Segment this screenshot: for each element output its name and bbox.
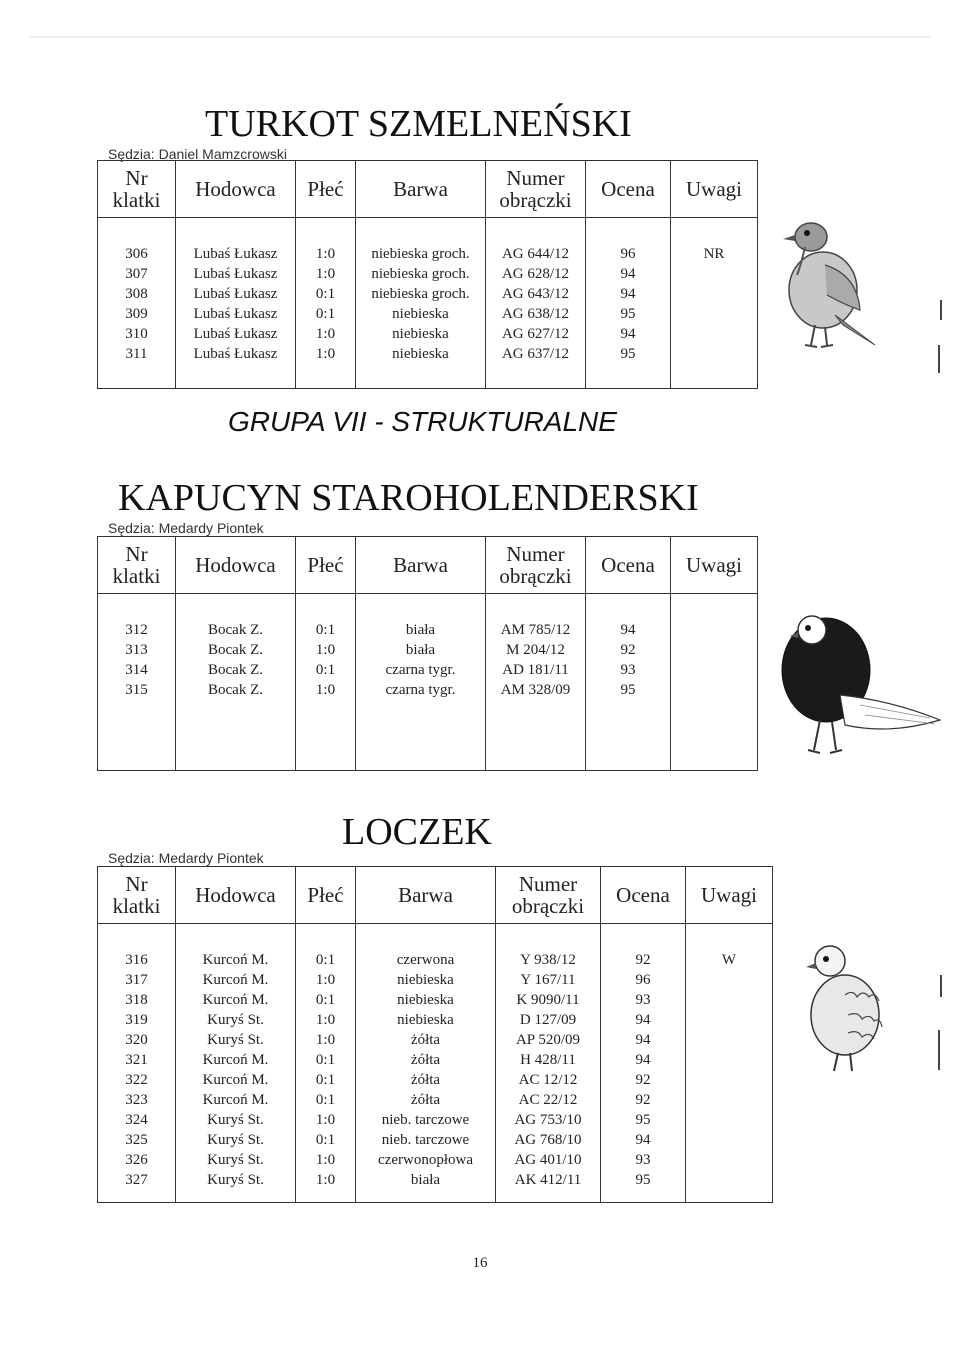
cell-barwa: żółta [356,1050,496,1070]
cell-numer: AG 643/12 [486,284,586,304]
cell-uwagi [671,594,758,641]
cell-plec: 0:1 [296,990,356,1010]
cell-plec: 1:0 [296,680,356,771]
table-row [98,284,758,304]
column-header-hodowca: Hodowca [176,537,296,594]
cell-ocena: 93 [601,990,686,1010]
cell-uwagi [686,1030,773,1050]
column-header-barwa: Barwa [356,537,486,594]
cell-plec: 1:0 [296,324,356,344]
cell-barwa: niebieska groch. [356,264,486,284]
cell-plec: 0:1 [296,1130,356,1150]
cell-nr: 326 [98,1150,176,1170]
cell-hodowca: Lubaś Łukasz [176,344,296,389]
table-row [98,1130,773,1150]
column-header-uwagi: Uwagi [671,537,758,594]
cell-barwa: nieb. tarczowe [356,1130,496,1150]
page-number: 16 [472,1255,488,1271]
cell-numer: AG 628/12 [486,264,586,284]
cell-numer: AM 785/12 [486,594,586,641]
results-table [97,866,773,1203]
cell-ocena: 95 [586,344,671,389]
table-row [98,924,773,971]
cell-numer: AG 637/12 [486,344,586,389]
column-header-hodowca: Hodowca [176,161,296,218]
cell-numer: AP 520/09 [496,1030,601,1050]
judge-name: Sędzia: Medardy Piontek [108,520,264,536]
cell-uwagi [686,1070,773,1090]
cell-barwa: czarna tygr. [356,660,486,680]
cell-uwagi [686,990,773,1010]
cell-uwagi [671,640,758,660]
cell-barwa: niebieska groch. [356,218,486,265]
cell-ocena: 94 [601,1010,686,1030]
cell-numer: AG 644/12 [486,218,586,265]
cell-hodowca: Kuryś St. [176,1130,296,1150]
cell-hodowca: Bocak Z. [176,660,296,680]
cell-hodowca: Kuryś St. [176,1170,296,1203]
cell-ocena: 94 [601,1030,686,1050]
section-title: KAPUCYN STAROHOLENDERSKI [118,477,699,519]
cell-barwa: niebieska [356,1010,496,1030]
cell-barwa: czerwonopłowa [356,1150,496,1170]
cell-nr: 308 [98,284,176,304]
cell-plec: 1:0 [296,218,356,265]
table-row [98,1090,773,1110]
cell-numer: Y 938/12 [496,924,601,971]
cell-hodowca: Kurcoń M. [176,990,296,1010]
cell-numer: AM 328/09 [486,680,586,771]
cell-barwa: niebieska groch. [356,284,486,304]
results-table [97,536,758,771]
cell-numer: AG 627/12 [486,324,586,344]
cell-nr: 323 [98,1090,176,1110]
cell-uwagi [671,324,758,344]
table-row [98,264,758,284]
column-header-barwa: Barwa [356,867,496,924]
cell-plec: 0:1 [296,1070,356,1090]
cell-barwa: czerwona [356,924,496,971]
cell-ocena: 93 [586,660,671,680]
cell-nr: 324 [98,1110,176,1130]
column-header-plec: Płeć [296,867,356,924]
cell-uwagi [671,660,758,680]
cell-uwagi [671,304,758,324]
cell-plec: 1:0 [296,1030,356,1050]
cell-ocena: 92 [586,640,671,660]
cell-nr: 316 [98,924,176,971]
pigeon-illustration [790,935,910,1075]
cell-hodowca: Lubaś Łukasz [176,218,296,265]
group-title: GRUPA VII - STRUKTURALNE [228,406,617,437]
pigeon-illustration [770,600,950,770]
column-header-uwagi: Uwagi [686,867,773,924]
cell-plec: 0:1 [296,284,356,304]
cell-hodowca: Lubaś Łukasz [176,264,296,284]
table-row [98,1110,773,1130]
cell-uwagi [686,1110,773,1130]
cell-hodowca: Kurcoń M. [176,1090,296,1110]
cell-numer: AK 412/11 [496,1170,601,1203]
cell-ocena: 94 [586,284,671,304]
scan-top-line [30,36,930,38]
cell-barwa: niebieska [356,970,496,990]
scan-edge-mark [940,300,942,320]
cell-ocena: 92 [601,1070,686,1090]
column-header-nr: Nr klatki [98,537,176,594]
cell-uwagi [671,344,758,389]
cell-plec: 1:0 [296,1170,356,1203]
cell-nr: 306 [98,218,176,265]
cell-numer: H 428/11 [496,1050,601,1070]
cell-numer: AC 22/12 [496,1090,601,1110]
cell-numer: AC 12/12 [496,1070,601,1090]
cell-nr: 322 [98,1070,176,1090]
cell-hodowca: Lubaś Łukasz [176,304,296,324]
column-header-numer: Numer obrączki [486,537,586,594]
cell-ocena: 95 [601,1110,686,1130]
cell-ocena: 94 [601,1130,686,1150]
cell-barwa: żółta [356,1070,496,1090]
cell-uwagi [671,264,758,284]
cell-plec: 0:1 [296,304,356,324]
column-header-nr: Nr klatki [98,161,176,218]
cell-nr: 313 [98,640,176,660]
table-row [98,304,758,324]
cell-ocena: 96 [586,218,671,265]
cell-plec: 0:1 [296,594,356,641]
cell-hodowca: Kurcoń M. [176,970,296,990]
cell-uwagi [686,1170,773,1203]
cell-nr: 315 [98,680,176,771]
cell-nr: 317 [98,970,176,990]
cell-hodowca: Kuryś St. [176,1010,296,1030]
cell-numer: D 127/09 [496,1010,601,1030]
cell-hodowca: Bocak Z. [176,594,296,641]
cell-ocena: 94 [586,594,671,641]
scan-edge-mark [940,975,942,997]
cell-nr: 311 [98,344,176,389]
table-row [98,970,773,990]
table-header [98,537,758,594]
cell-ocena: 92 [601,1090,686,1110]
pigeon-illustration [765,195,885,355]
cell-numer: K 9090/11 [496,990,601,1010]
cell-barwa: biała [356,1170,496,1203]
column-header-uwagi: Uwagi [671,161,758,218]
cell-barwa: czarna tygr. [356,680,486,771]
cell-nr: 318 [98,990,176,1010]
table-row [98,660,758,680]
cell-plec: 0:1 [296,1050,356,1070]
column-header-plec: Płeć [296,161,356,218]
table-header [98,161,758,218]
table-row [98,1170,773,1203]
cell-uwagi [686,970,773,990]
column-header-ocena: Ocena [601,867,686,924]
cell-plec: 0:1 [296,1090,356,1110]
cell-hodowca: Bocak Z. [176,680,296,771]
cell-hodowca: Kuryś St. [176,1110,296,1130]
cell-uwagi [686,1090,773,1110]
cell-nr: 312 [98,594,176,641]
table-row [98,344,758,389]
cell-uwagi [686,1130,773,1150]
cell-hodowca: Kuryś St. [176,1150,296,1170]
cell-ocena: 95 [601,1170,686,1203]
cell-barwa: biała [356,640,486,660]
cell-nr: 307 [98,264,176,284]
cell-barwa: żółta [356,1030,496,1050]
section-title: LOCZEK [342,811,492,853]
cell-nr: 327 [98,1170,176,1203]
cell-plec: 1:0 [296,1150,356,1170]
cell-uwagi [686,1010,773,1030]
cell-numer: AG 753/10 [496,1110,601,1130]
cell-ocena: 92 [601,924,686,971]
cell-uwagi [671,680,758,771]
cell-barwa: żółta [356,1090,496,1110]
cell-nr: 319 [98,1010,176,1030]
cell-plec: 1:0 [296,1110,356,1130]
cell-plec: 0:1 [296,660,356,680]
results-table [97,160,758,389]
cell-plec: 0:1 [296,924,356,971]
column-header-plec: Płeć [296,537,356,594]
judge-name: Sędzia: Medardy Piontek [108,850,264,866]
cell-ocena: 94 [601,1050,686,1070]
cell-ocena: 96 [601,970,686,990]
table-row [98,1150,773,1170]
column-header-nr: Nr klatki [98,867,176,924]
cell-numer: AG 401/10 [496,1150,601,1170]
cell-numer: Y 167/11 [496,970,601,990]
cell-plec: 1:0 [296,1010,356,1030]
cell-uwagi [671,284,758,304]
cell-barwa: niebieska [356,990,496,1010]
table-row [98,640,758,660]
column-header-numer: Numer obrączki [486,161,586,218]
table-row [98,1030,773,1050]
cell-numer: AG 638/12 [486,304,586,324]
cell-hodowca: Kurcoń M. [176,1050,296,1070]
cell-nr: 310 [98,324,176,344]
table-row [98,990,773,1010]
cell-barwa: niebieska [356,344,486,389]
cell-plec: 1:0 [296,264,356,284]
cell-nr: 314 [98,660,176,680]
cell-barwa: biała [356,594,486,641]
scan-edge-mark [938,345,940,373]
cell-barwa: niebieska [356,324,486,344]
table-header [98,867,773,924]
cell-numer: AD 181/11 [486,660,586,680]
cell-uwagi [686,1050,773,1070]
column-header-ocena: Ocena [586,537,671,594]
cell-hodowca: Kurcoń M. [176,1070,296,1090]
cell-hodowca: Lubaś Łukasz [176,324,296,344]
cell-hodowca: Kuryś St. [176,1030,296,1050]
table-row [98,1050,773,1070]
table-row [98,1070,773,1090]
cell-uwagi [686,1150,773,1170]
cell-ocena: 95 [586,304,671,324]
cell-nr: 325 [98,1130,176,1150]
cell-plec: 1:0 [296,640,356,660]
cell-numer: M 204/12 [486,640,586,660]
table-row [98,324,758,344]
cell-ocena: 94 [586,264,671,284]
column-header-ocena: Ocena [586,161,671,218]
column-header-hodowca: Hodowca [176,867,296,924]
table-row [98,680,758,771]
cell-ocena: 95 [586,680,671,771]
table-row [98,218,758,265]
cell-ocena: 94 [586,324,671,344]
scan-edge-mark [938,1030,940,1070]
cell-numer: AG 768/10 [496,1130,601,1150]
column-header-numer: Numer obrączki [496,867,601,924]
column-header-barwa: Barwa [356,161,486,218]
cell-nr: 309 [98,304,176,324]
cell-uwagi: W [686,924,773,971]
cell-uwagi: NR [671,218,758,265]
cell-ocena: 93 [601,1150,686,1170]
judge-name: Sędzia: Daniel Mamzcrowski [108,146,287,162]
cell-nr: 321 [98,1050,176,1070]
cell-nr: 320 [98,1030,176,1050]
cell-barwa: niebieska [356,304,486,324]
table-row [98,594,758,641]
cell-plec: 1:0 [296,344,356,389]
cell-plec: 1:0 [296,970,356,990]
section-title: TURKOT SZMELNEŃSKI [205,103,632,145]
cell-barwa: nieb. tarczowe [356,1110,496,1130]
table-row [98,1010,773,1030]
cell-hodowca: Bocak Z. [176,640,296,660]
cell-hodowca: Lubaś Łukasz [176,284,296,304]
cell-hodowca: Kurcoń M. [176,924,296,971]
